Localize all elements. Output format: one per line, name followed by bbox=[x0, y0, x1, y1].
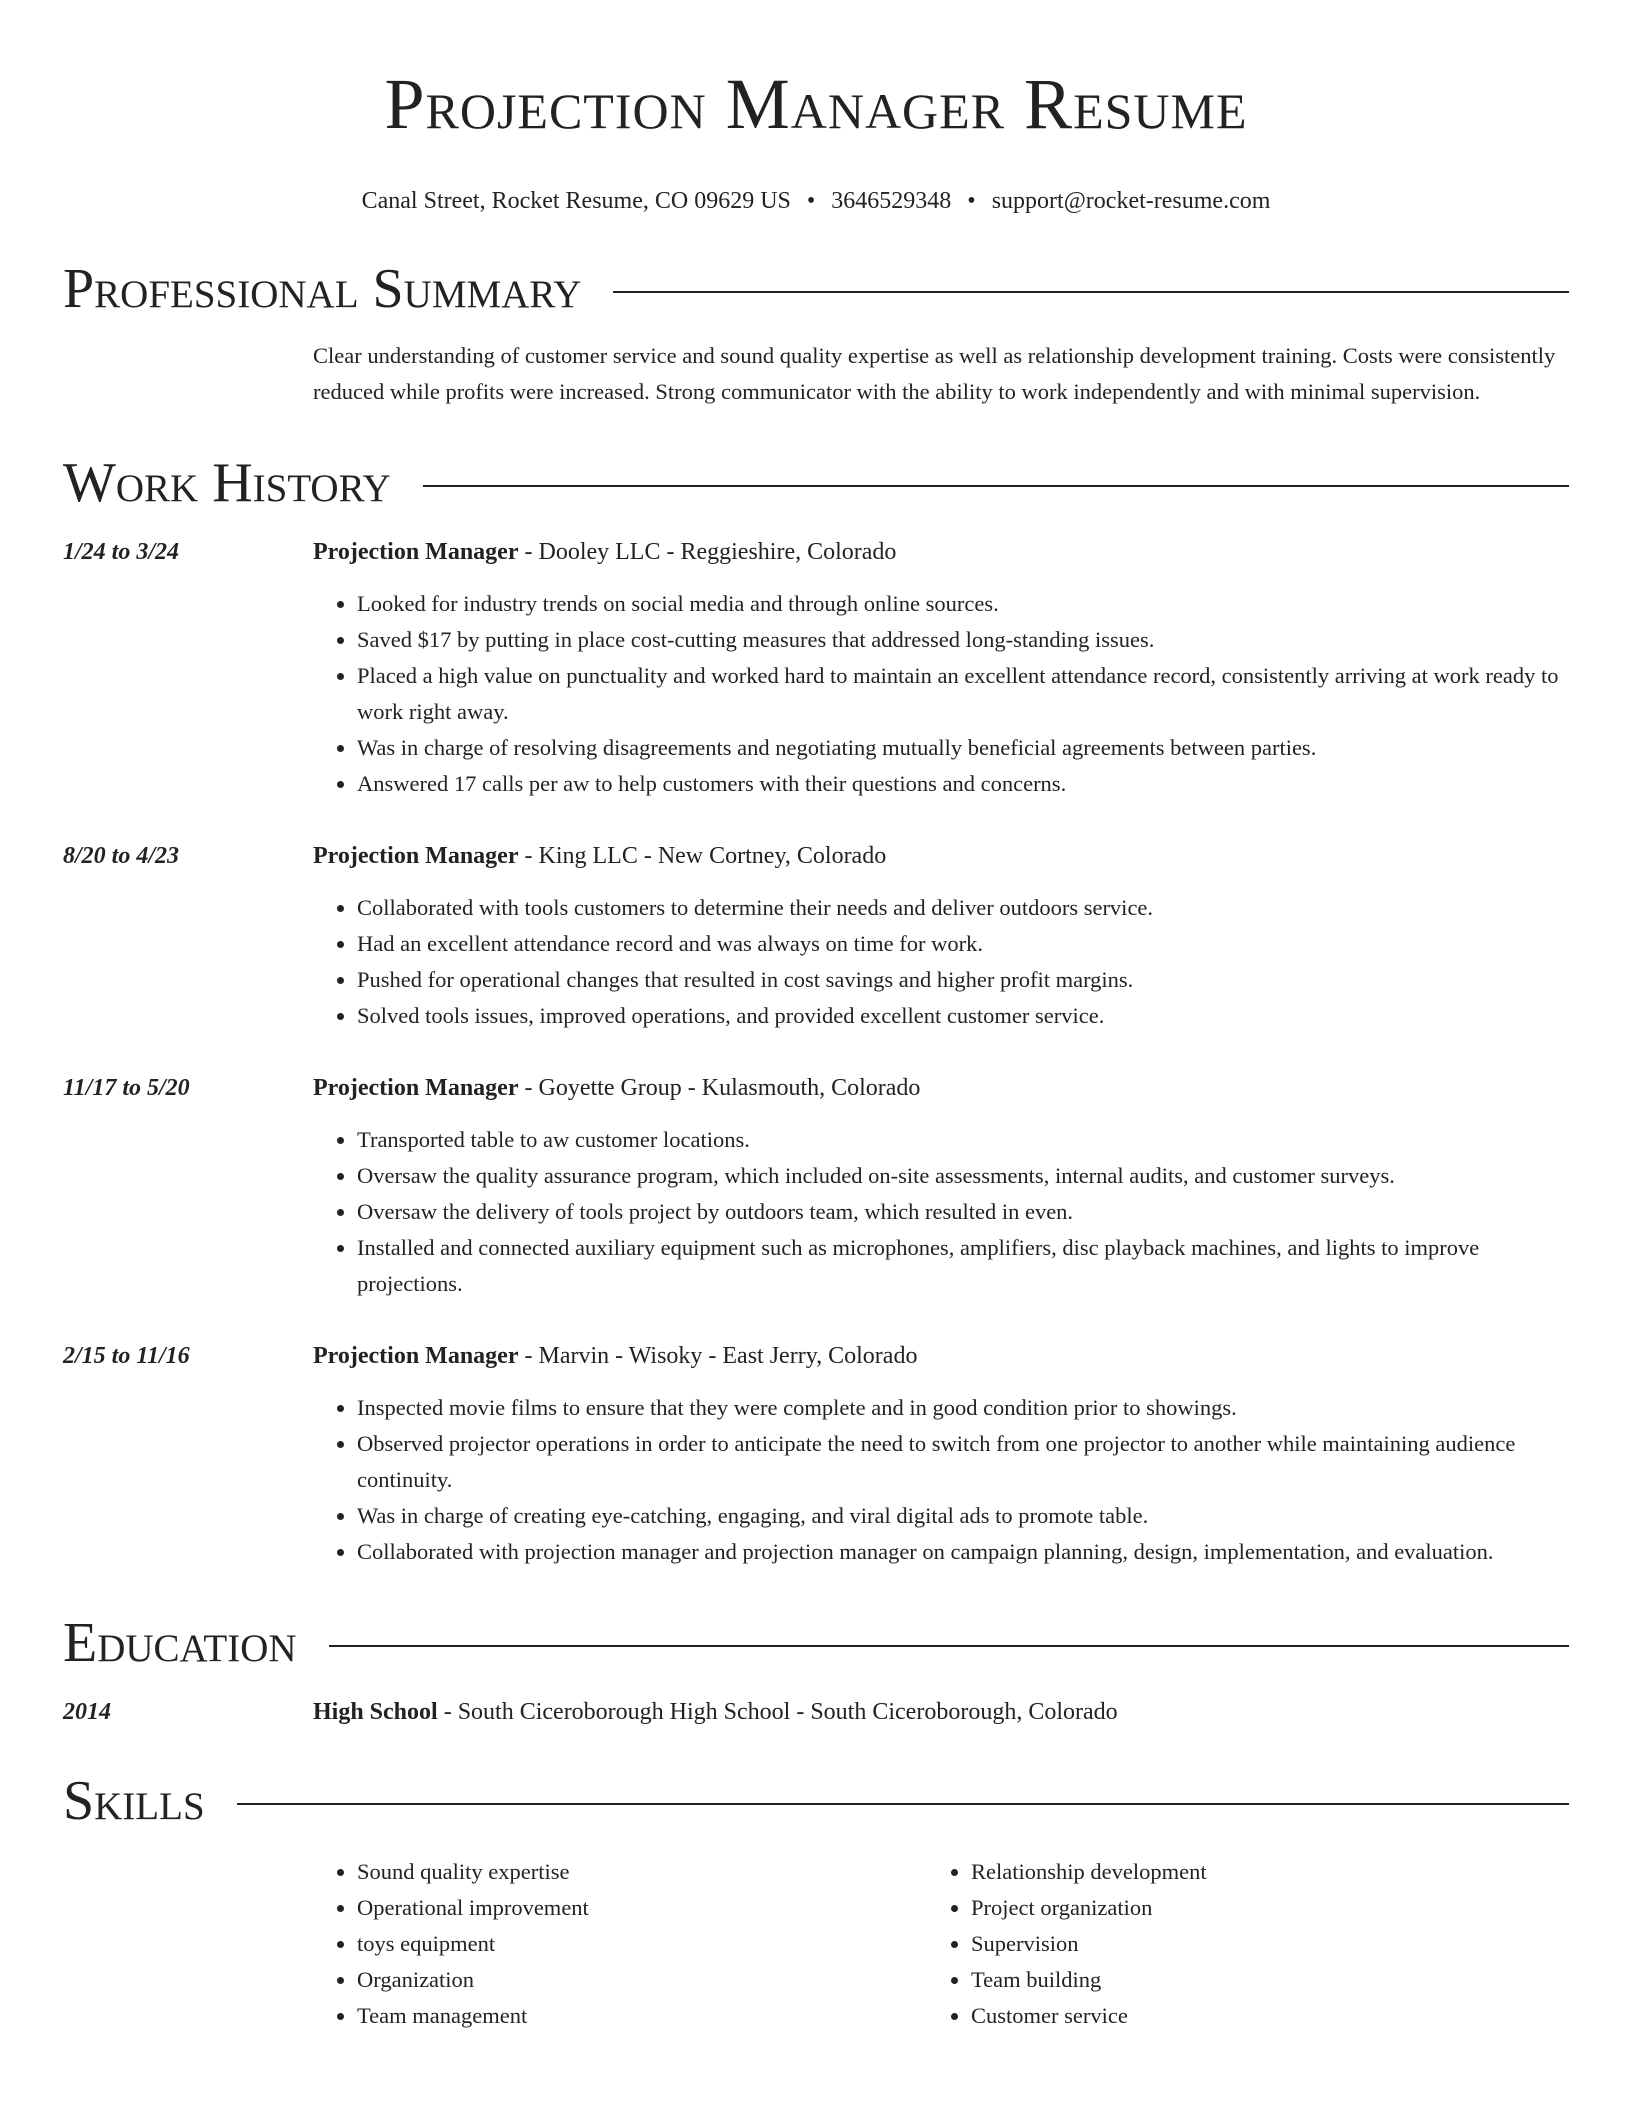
job-bullet: • Collaborated with tools customers to determine their needs and deliver outdoors service. bbox=[357, 890, 1569, 926]
job-title-line bbox=[313, 840, 1569, 872]
skills-list bbox=[313, 1854, 1569, 2034]
job-employer: - King LLC - New Cortney, Colorado bbox=[518, 843, 887, 869]
job-employer: - Goyette Group - Kulasmouth, Colorado bbox=[518, 1075, 921, 1101]
work-history-list bbox=[63, 536, 1569, 1570]
job-bullet-list bbox=[313, 1390, 1569, 1570]
resume-title: Projection Manager Resume bbox=[384, 64, 1248, 144]
skill-item: • Team management bbox=[357, 1998, 927, 2034]
job-header bbox=[63, 1072, 1569, 1104]
job-bullet: • Solved tools issues, improved operations, and provided excellent customer service. bbox=[357, 998, 1569, 1034]
skill-item: • Supervision bbox=[971, 1926, 1541, 1962]
job-entry bbox=[63, 536, 1569, 802]
job-bullet: • Installed and connected auxiliary equipment such as microphones, amplifiers, disc playback machines, and lights to improve projections. bbox=[357, 1230, 1569, 1302]
job-dates: 11/17 to 5/20 bbox=[63, 1075, 190, 1101]
job-bullet: • Oversaw the quality assurance program, which included on-site assessments, internal audits, and customer surveys. bbox=[357, 1158, 1569, 1194]
education-entry bbox=[63, 1696, 1569, 1728]
job-employer: - Marvin - Wisoky - East Jerry, Colorado bbox=[518, 1343, 918, 1369]
skill-item: • Organization bbox=[357, 1962, 927, 1998]
section-divider bbox=[613, 291, 1569, 293]
job-bullet: • Saved $17 by putting in place cost-cutting measures that addressed long-standing issues. bbox=[357, 622, 1569, 658]
job-entry bbox=[63, 1072, 1569, 1302]
skill-item: • Team building bbox=[971, 1962, 1541, 1998]
job-title-line bbox=[313, 536, 1569, 568]
job-bullet: • Collaborated with projection manager and projection manager on campaign planning, design, implementation, and evaluation. bbox=[357, 1534, 1569, 1570]
section-divider bbox=[423, 485, 1569, 487]
job-dates: 1/24 to 3/24 bbox=[63, 539, 180, 565]
job-title: Projection Manager bbox=[313, 1343, 519, 1369]
section-title-work-history: Work History bbox=[63, 452, 391, 514]
contact-line bbox=[63, 186, 1569, 216]
section-header-education bbox=[63, 1612, 1569, 1674]
skill-item: • Sound quality expertise bbox=[357, 1854, 927, 1890]
job-title: Projection Manager bbox=[313, 843, 519, 869]
skill-item: • Relationship development bbox=[971, 1854, 1541, 1890]
job-bullet: • Had an excellent attendance record and was always on time for work. bbox=[357, 926, 1569, 962]
job-bullet-list bbox=[313, 890, 1569, 1034]
job-header bbox=[63, 1340, 1569, 1372]
job-title-line bbox=[313, 1340, 1569, 1372]
job-bullet: • Oversaw the delivery of tools project by outdoors team, which resulted in even. bbox=[357, 1194, 1569, 1230]
section-title-summary: Professional Summary bbox=[63, 258, 582, 320]
contact-address: Canal Street, Rocket Resume, CO 09629 US bbox=[361, 188, 791, 214]
skill-item: • Customer service bbox=[971, 1998, 1541, 2034]
job-bullet: • Pushed for operational changes that resulted in cost savings and higher profit margins. bbox=[357, 962, 1569, 998]
job-title-line bbox=[313, 1072, 1569, 1104]
job-bullet: • Inspected movie films to ensure that they were complete and in good condition prior to showings. bbox=[357, 1390, 1569, 1426]
job-dates: 2/15 to 11/16 bbox=[63, 1343, 190, 1369]
section-divider bbox=[237, 1803, 1569, 1805]
job-entry bbox=[63, 1340, 1569, 1570]
section-header-skills bbox=[63, 1770, 1569, 1832]
job-bullet: • Looked for industry trends on social media and through online sources. bbox=[357, 586, 1569, 622]
summary-text: Clear understanding of customer service and sound quality expertise as well as relationship development training. Costs were consistently reduced while profits were increased. Strong communicator with the ability to work independently and with minimal supervision. bbox=[313, 343, 1556, 404]
job-header bbox=[63, 536, 1569, 568]
job-bullet: • Transported table to aw customer locations. bbox=[357, 1122, 1569, 1158]
section-title-education: Education bbox=[63, 1612, 297, 1674]
education-degree: High School bbox=[313, 1699, 438, 1725]
job-bullet-list bbox=[313, 586, 1569, 802]
section-divider bbox=[329, 1645, 1569, 1647]
job-bullet: • Was in charge of resolving disagreements and negotiating mutually beneficial agreements between parties. bbox=[357, 730, 1569, 766]
contact-separator: • bbox=[967, 188, 976, 214]
skills-column-right bbox=[927, 1854, 1541, 2034]
job-title: Projection Manager bbox=[313, 1075, 519, 1101]
contact-phone: 3646529348 bbox=[831, 188, 952, 214]
job-title: Projection Manager bbox=[313, 539, 519, 565]
section-header-summary bbox=[63, 258, 1569, 320]
job-bullet: • Answered 17 calls per aw to help customers with their questions and concerns. bbox=[357, 766, 1569, 802]
skills-column-left bbox=[313, 1854, 927, 2034]
skill-item: • Project organization bbox=[971, 1890, 1541, 1926]
job-entry bbox=[63, 840, 1569, 1034]
job-bullet-list bbox=[313, 1122, 1569, 1302]
education-line bbox=[313, 1696, 1569, 1728]
skill-item: • Operational improvement bbox=[357, 1890, 927, 1926]
job-bullet: • Was in charge of creating eye-catching, engaging, and viral digital ads to promote table. bbox=[357, 1498, 1569, 1534]
contact-email: support@rocket-resume.com bbox=[991, 188, 1271, 214]
skill-item: • toys equipment bbox=[357, 1926, 927, 1962]
section-header-work-history bbox=[63, 452, 1569, 514]
job-employer: - Dooley LLC - Reggieshire, Colorado bbox=[518, 539, 897, 565]
contact-separator: • bbox=[806, 188, 816, 214]
education-year: 2014 bbox=[63, 1699, 111, 1725]
job-header bbox=[63, 840, 1569, 872]
job-dates: 8/20 to 4/23 bbox=[63, 843, 180, 869]
education-details: - South Ciceroborough High School - South Ciceroborough, Colorado bbox=[437, 1699, 1118, 1725]
job-bullet: • Placed a high value on punctuality and worked hard to maintain an excellent attendance record, consistently arriving at work ready to work right away. bbox=[357, 658, 1569, 730]
job-bullet: • Observed projector operations in order to anticipate the need to switch from one projector to another while maintaining audience continuity. bbox=[357, 1426, 1569, 1498]
section-title-skills: Skills bbox=[63, 1770, 205, 1832]
